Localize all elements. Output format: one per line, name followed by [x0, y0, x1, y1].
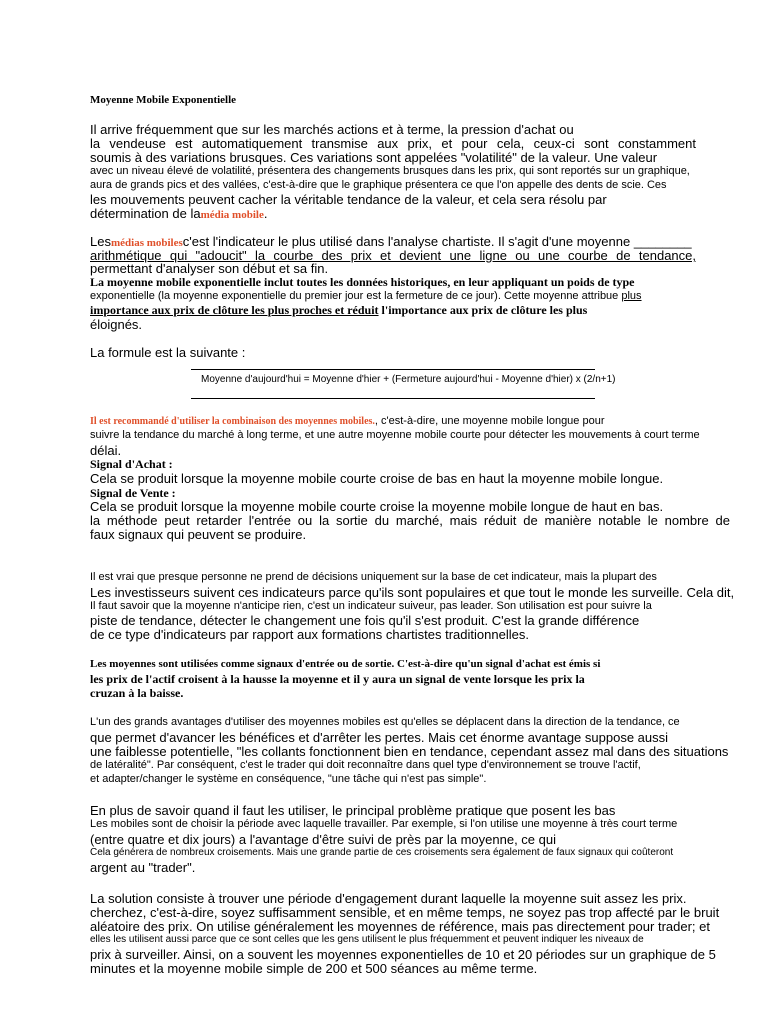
p5-line: cruzan à la baisse. [90, 686, 184, 700]
p2-line [90, 291, 642, 302]
p2-line: La moyenne mobile exponentielle inclut toutes les données historiques, en leur appliquant un poids de type [90, 275, 635, 289]
buy-signal-text: Cela se produit lorsque la moyenne mobile courte croise de bas en haut la moyenne mobile longue. [90, 471, 664, 486]
p2-line [90, 304, 587, 316]
formula-rule-top [191, 369, 595, 370]
p6-line: L'un des grands avantages d'utiliser des moyennes mobiles est qu'elles se déplacent dans la direction de la tendance, ce [90, 716, 680, 728]
p8-line: elles les utilisent aussi parce que ce sont celles que les gens utilisent le plus fréquemment et peuvent indiquer les niveaux de [90, 934, 644, 945]
p2-text: Les [90, 234, 111, 249]
p3-line: faux signaux qui peuvent se produire. [90, 527, 307, 542]
p1-line: aura de grands pics et des vallées, c'est-à-dire que le graphique présentera ce que l'on appelle des dents de scie. Ces [90, 179, 667, 191]
p4-line: Il faut savoir que la moyenne n'anticipe rien, c'est un indicateur suiveur, pas leader. Son utilisation est pour suivre la [90, 600, 652, 612]
highlight-term: Il est recommandé d'utiliser la combinaison des moyennes mobiles. [90, 416, 375, 427]
p2-text: l'importance aux prix de clôture les plus [378, 303, 588, 317]
p1-line: avec un niveau élevé de volatilité, présentera des changements brusques dans les prix, qui sont reportés sur un graphique, [90, 165, 690, 177]
p3-line [90, 416, 605, 427]
p3-line: la méthode peut retarder l'entrée ou la sortie du marché, mais réduit de manière notable le nombre de [90, 513, 730, 528]
p5-line: Les moyennes sont utilisées comme signaux d'entrée ou de sortie. C'est-à-dire qu'un signal d'achat est émis si [90, 658, 601, 670]
document-title: Moyenne Mobile Exponentielle [90, 94, 237, 106]
p2-underlined: importance aux prix de clôture les plus proches et réduit [90, 303, 379, 317]
p7-line: Cela générera de nombreux croisements. Mais une grande partie de ces croisements sera également de faux signaux qui coûteront [90, 847, 674, 858]
p2-line: permettant d'analyser son début et sa fin. [90, 261, 329, 276]
p2-text: c'est l'indicateur le plus utilisé dans l'analyse chartiste. Il s'agit d'une moyenne ________ [182, 234, 692, 249]
formula-text: Moyenne d'aujourd'hui = Moyenne d'hier + (Fermeture aujourd'hui - Moyenne d'hier) x (2/n+1) [201, 374, 616, 385]
formula-rule-bottom [191, 398, 595, 399]
p4-line: Il est vrai que presque personne ne prend de décisions uniquement sur la base de cet indicateur, mais la plupart des [90, 571, 657, 583]
p1-line: Il arrive fréquemment que sur les marchés actions et à terme, la pression d'achat ou [90, 122, 574, 137]
p8-line: cherchez, c'est-à-dire, soyez suffisamment sensible, et en même temps, ne soyez pas trop affecté par le bruit [90, 905, 720, 920]
p7-line: Les mobiles sont de choisir la période avec laquelle travailler. Par exemple, si l'on utilise une moyenne à très court terme [90, 818, 678, 830]
p6-line: que permet d'avancer les bénéfices et d'arrêter les pertes. Mais cet énorme avantage suppose aussi [90, 730, 669, 745]
p7-line: En plus de savoir quand il faut les utiliser, le principal problème pratique que posent les bas [90, 803, 616, 818]
highlight-term: média mobile [200, 209, 264, 221]
p3-line: délai. [90, 443, 122, 458]
p8-line: La solution consiste à trouver une période d'engagement durant laquelle la moyenne suit assez les prix. [90, 891, 687, 906]
p7-line: argent au "trader". [90, 860, 196, 875]
p2-line: arithmétique qui "adoucit" la courbe des prix et devient une ligne ou une courbe de tendance, [90, 248, 696, 263]
p4-line: piste de tendance, détecter le changement une fois qu'il s'est produit. C'est la grande différence [90, 613, 640, 628]
p4-line: Les investisseurs suivent ces indicateurs parce qu'ils sont populaires et que tout le monde les surveille. Cela dit, [90, 585, 735, 600]
p2-line [90, 235, 692, 249]
sell-signal-text: Cela se produit lorsque la moyenne mobile courte croise la moyenne mobile longue de haut en bas. [90, 499, 664, 514]
p8-line: aléatoire des prix. On utilise généralement les moyennes de référence, mais pas directement pour trader; et [90, 919, 710, 934]
sell-signal-title: Signal de Vente : [90, 486, 176, 500]
p1-text: détermination de la [90, 206, 201, 221]
formula-intro: La formule est la suivante : [90, 345, 246, 360]
p3-text: , c'est-à-dire, une moyenne mobile longue pour [374, 415, 605, 427]
p8-line: minutes et la moyenne mobile simple de 200 et 500 séances au même terme. [90, 961, 538, 976]
p5-line: les prix de l'actif croisent à la hausse la moyenne et il y aura un signal de vente lorsque les prix la [90, 672, 585, 686]
p1-line: la vendeuse est automatiquement transmise aux prix, et pour cela, ceux-ci sont constamment [90, 136, 696, 151]
p4-line: de ce type d'indicateurs par rapport aux formations chartistes traditionnelles. [90, 627, 529, 642]
p1-line: les mouvements peuvent cacher la véritable tendance de la valeur, et cela sera résolu par [90, 192, 607, 207]
p7-line: (entre quatre et dix jours) a l'avantage d'être suivi de près par la moyenne, ce qui [90, 832, 557, 847]
p6-line: une faiblesse potentielle, "les collants fonctionnent bien en tendance, cependant assez mal dans des situations [90, 744, 729, 759]
p1-line [90, 207, 267, 221]
p6-line: de latéralité". Par conséquent, c'est le trader qui doit reconnaître dans quel type d'environnement se trouve l'actif, [90, 759, 641, 771]
buy-signal-title: Signal d'Achat : [90, 457, 173, 471]
p3-line: suivre la tendance du marché à long terme, et une autre moyenne mobile courte pour détecter les mouvements à court terme [90, 429, 700, 441]
p1-line: soumis à des variations brusques. Ces variations sont appelées "volatilité" de la valeur. Une valeur [90, 150, 658, 165]
p1-text: . [263, 206, 268, 221]
p8-line: prix à surveiller. Ainsi, on a souvent les moyennes exponentielles de 10 et 20 périodes sur un graphique de 5 [90, 947, 716, 962]
p2-line: éloignés. [90, 317, 143, 332]
p2-text: plus [621, 290, 642, 302]
highlight-term: médias mobiles [110, 237, 183, 249]
p2-text: exponentielle (la moyenne exponentielle du premier jour est la fermeture de ce jour). Cette moyenne attribue [90, 290, 622, 302]
p6-line: et adapter/changer le système en conséquence, "une tâche qui n'est pas simple". [90, 773, 487, 785]
